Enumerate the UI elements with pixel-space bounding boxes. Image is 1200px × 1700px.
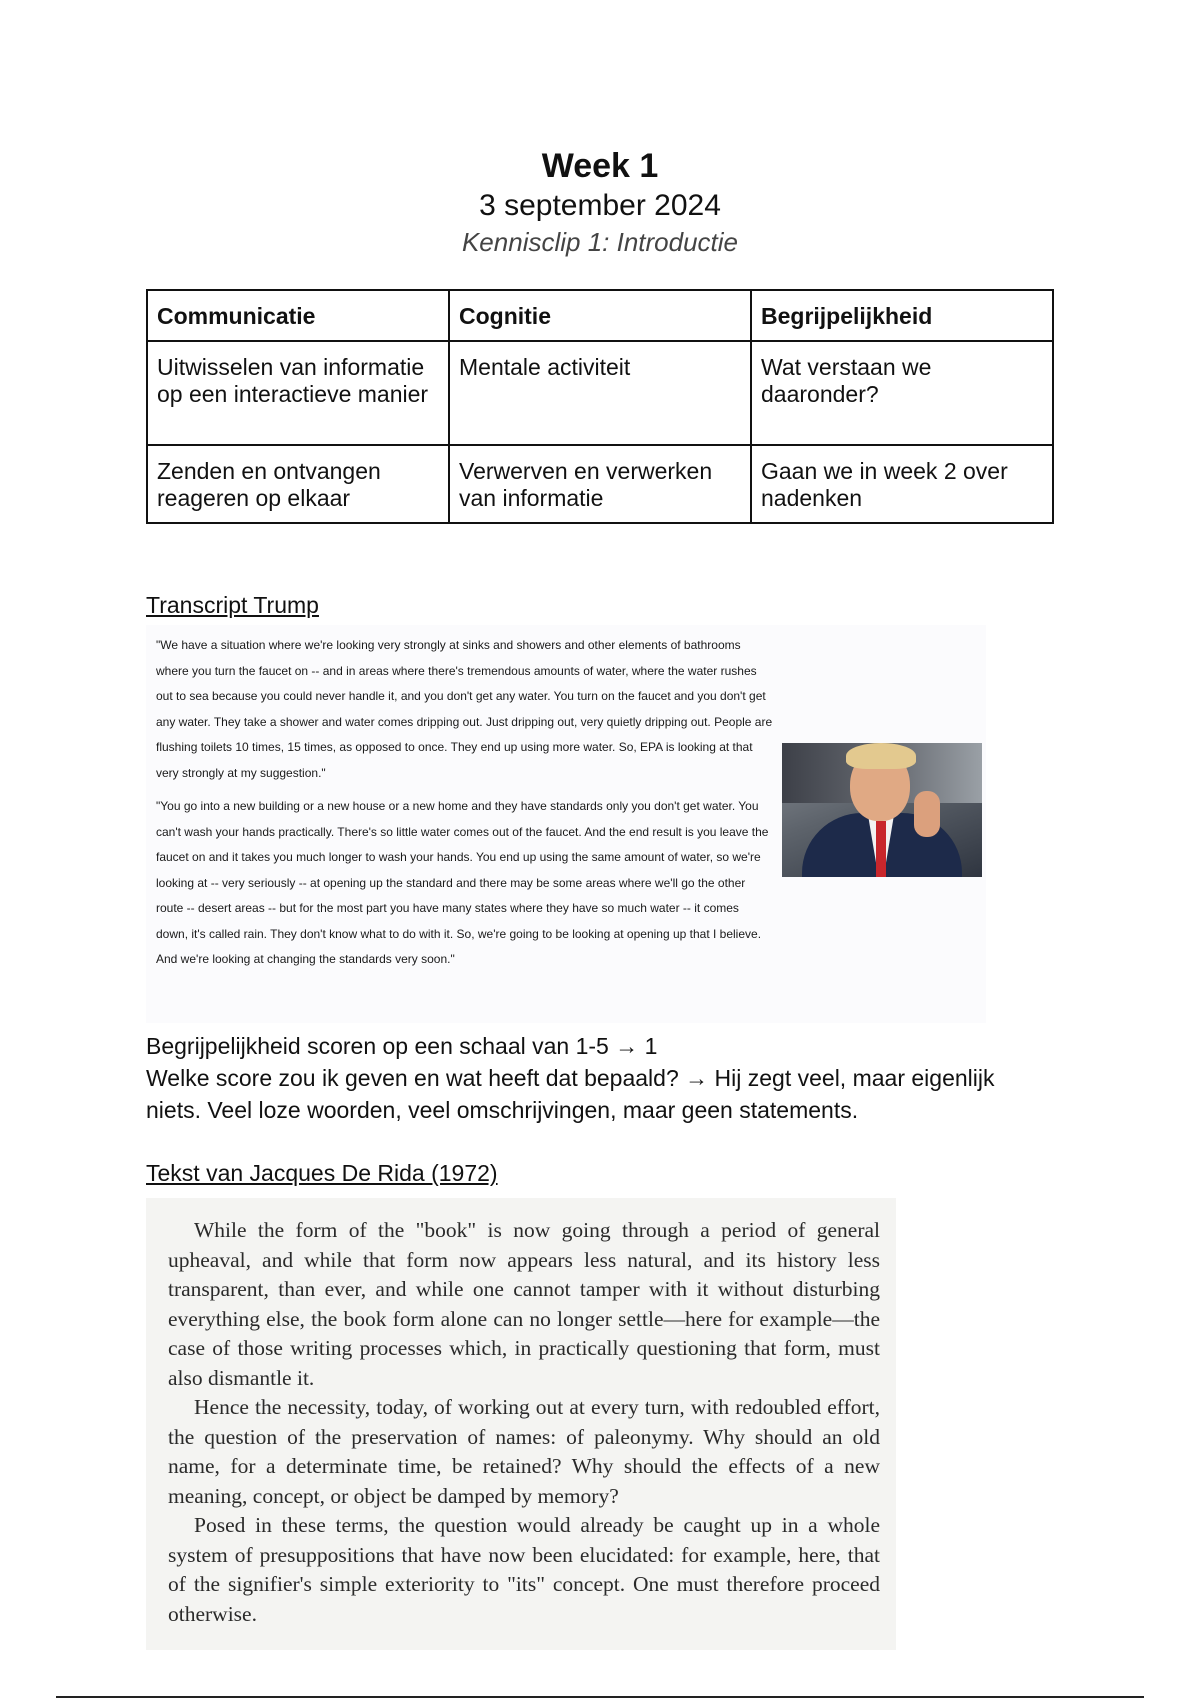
derida-paragraph-3: Posed in these terms, the question would already be caught up in a whole system of presuppositions that have now been elucidated: for example, here, that of the signifier's simple exteriority to "its" concept. One must therefore proceed otherwise. xyxy=(168,1513,880,1626)
derida-scan-image xyxy=(146,1198,896,1650)
table-cell: Verwerven en verwerken van informatie xyxy=(449,445,751,523)
concepts-table xyxy=(146,289,1054,524)
header-cognitie: Cognitie xyxy=(449,290,751,341)
reason-line: Welke score zou ik geven en wat heeft dat bepaald? → Hij zegt veel, maar eigenlijk niets. Veel loze woorden, veel omschrijvingen, maar geen statements. xyxy=(146,1065,995,1123)
derida-paragraph-2: Hence the necessity, today, of working out at every turn, with redoubled effort, the question of the preservation of names: of paleonymy. Why should an old name, for a determinate time, be retained? Why should the effects of a new meaning, concept, or object be damped by memory? xyxy=(168,1395,880,1508)
score-notes xyxy=(146,1030,1046,1126)
transcript-image xyxy=(146,625,986,1023)
transcript-quote-2: "You go into a new building or a new house or a new home and they have standards only you don't get water. You can't wash your hands practically. There's so little water comes out of the faucet. And the end result is you leave the faucet on and it takes you much longer to wash your hands. You end up using the same amount of water, so we're looking at -- very seriously -- at opening up the standard and there may be some areas where we'll go the other route -- desert areas -- but for the most part you have many states where they have so much water -- it comes down, it's called rain. They don't know what to do with it. So, we're going to be looking at opening up that I believe. And we're looking at changing the standards very soon." xyxy=(156,799,769,966)
transcript-trump-heading: Transcript Trump xyxy=(146,592,319,618)
table-row xyxy=(147,341,1053,445)
page-header xyxy=(0,145,1200,259)
transcript-text xyxy=(156,633,774,981)
transcript-quote-1: "We have a situation where we're looking very strongly at sinks and showers and other elements of bathrooms where you turn the faucet on -- and in areas where there's tremendous amounts of water, where the water rushes out to sea because you could never handle it, and you don't get any water. You turn on the faucet and you don't get any water. They take a shower and water comes dripping out. Just dripping out, very quietly dripping out. People are flushing toilets 10 times, 15 times, as opposed to once. They end up using more water. So, EPA is looking at that very strongly at my suggestion." xyxy=(156,638,773,780)
table-cell: Wat verstaan we daaronder? xyxy=(751,341,1053,445)
header-begrijpelijkheid: Begrijpelijkheid xyxy=(751,290,1053,341)
page-date: 3 september 2024 xyxy=(479,189,721,222)
derida-text xyxy=(168,1216,880,1629)
page-subtitle: Kennisclip 1: Introductie xyxy=(461,227,739,257)
portrait-photo xyxy=(782,743,982,877)
table-cell: Gaan we in week 2 over nadenken xyxy=(751,445,1053,523)
page-divider xyxy=(56,1696,1144,1698)
score-line: Begrijpelijkheid scoren op een schaal van 1-5 → 1 xyxy=(146,1033,658,1059)
page-title: Week 1 xyxy=(541,147,659,185)
derida-heading: Tekst van Jacques De Rida (1972) xyxy=(146,1160,498,1186)
derida-paragraph-1: While the form of the "book" is now going through a period of general upheaval, and while that form now appears less natural, and its history less transparent, than ever, and while one cannot tamper with it without disturbing everything else, the book form alone can no longer settle—here for example—the case of those writing processes which, in practically questioning that form, must also dismantle it. xyxy=(168,1218,880,1390)
header-communicatie: Communicatie xyxy=(147,290,449,341)
table-cell: Zenden en ontvangen reageren op elkaar xyxy=(147,445,449,523)
table-header-row xyxy=(147,290,1053,341)
table-row xyxy=(147,445,1053,523)
table-cell: Mentale activiteit xyxy=(449,341,751,445)
table-cell: Uitwisselen van informatie op een interactieve manier xyxy=(147,341,449,445)
